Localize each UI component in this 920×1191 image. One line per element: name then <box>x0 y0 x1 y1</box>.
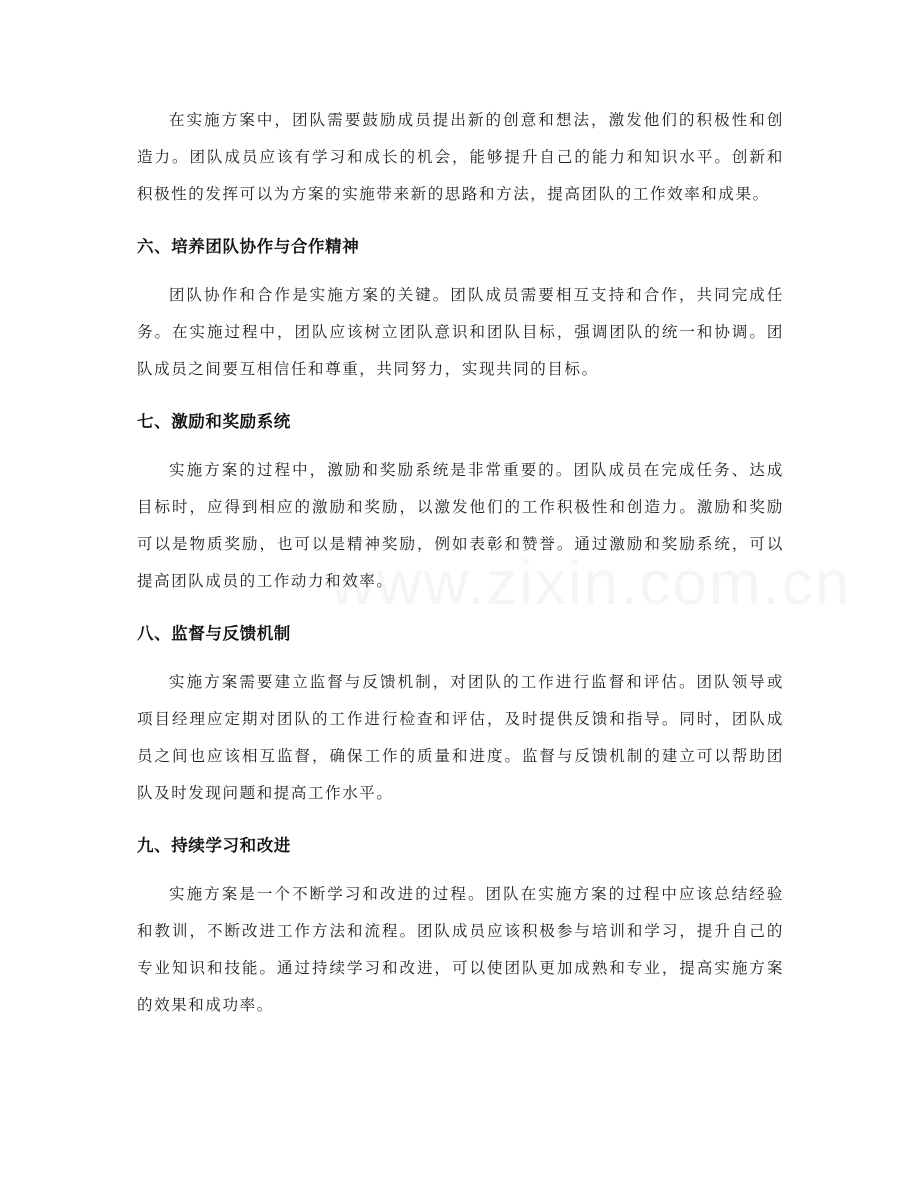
paragraph-9: 实施方案是一个不断学习和改进的过程。团队在实施方案的过程中应该总结经验和教训，不断改进工作方法和流程。团队成员应该积极参与培训和学习，提升自己的专业知识和技能。通过持续学习和改进，可以使团队更加成熟和专业，提高实施方案的效果和成功率。 <box>137 885 784 1014</box>
watermark: www.zixin.com.cn <box>330 549 852 618</box>
section-heading-9: 九、持续学习和改进 <box>137 836 291 855</box>
section-heading-8: 八、监督与反馈机制 <box>137 624 291 643</box>
document-body <box>137 102 784 1024</box>
section-heading-6: 六、培养团队协作与合作精神 <box>137 237 360 256</box>
paragraph-6: 团队协作和合作是实施方案的关键。团队成员需要相互支持和合作，共同完成任务。在实施过程中，团队应该树立团队意识和团队目标，强调团队的统一和协调。团队成员之间要互相信任和尊重，共同努力，实现共同的目标。 <box>137 286 784 378</box>
paragraph-7: 实施方案的过程中，激励和奖励系统是非常重要的。团队成员在完成任务、达成目标时，应得到相应的激励和奖励，以激发他们的工作积极性和创造力。激励和奖励可以是物质奖励，也可以是精神奖励，例如表彰和赞誉。通过激励和奖励系统，可以提高团队成员的工作动力和效率。 <box>137 461 784 590</box>
paragraph-intro: 在实施方案中，团队需要鼓励成员提出新的创意和想法，激发他们的积极性和创造力。团队成员应该有学习和成长的机会，能够提升自己的能力和知识水平。创新和积极性的发挥可以为方案的实施带来新的思路和方法，提高团队的工作效率和成果。 <box>137 111 784 203</box>
section-heading-7: 七、激励和奖励系统 <box>137 412 291 431</box>
paragraph-8: 实施方案需要建立监督与反馈机制，对团队的工作进行监督和评估。团队领导或项目经理应定期对团队的工作进行检查和评估，及时提供反馈和指导。同时，团队成员之间也应该相互监督，确保工作的质量和进度。监督与反馈机制的建立可以帮助团队及时发现问题和提高工作水平。 <box>137 673 784 802</box>
